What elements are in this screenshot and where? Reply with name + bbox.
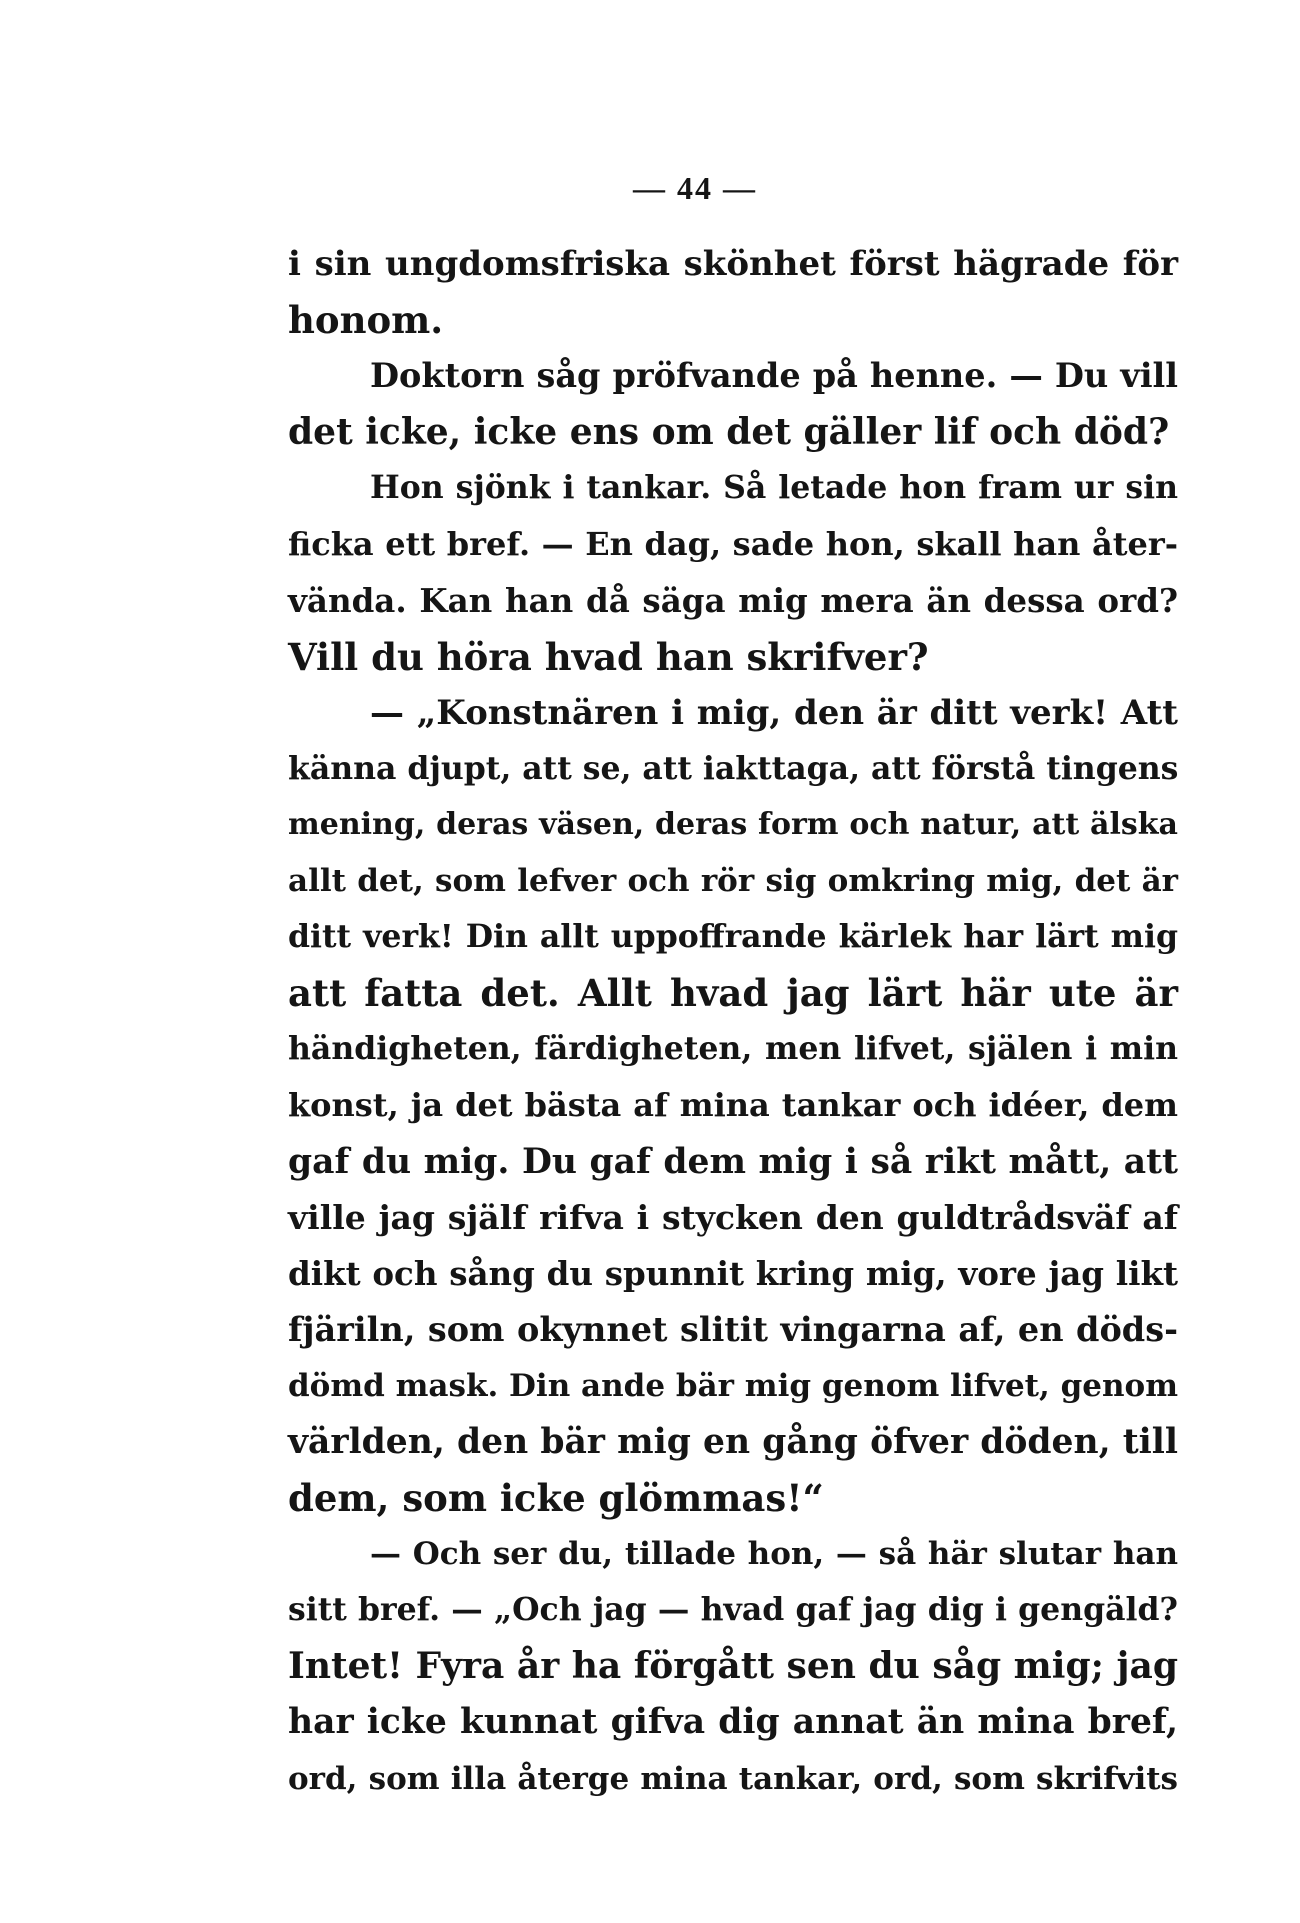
text-line: gaf du mig. Du gaf dem mig i så rikt mått, att xyxy=(288,1141,1178,1182)
text-line: Intet! Fyra år ha förgått sen du såg mig; jag xyxy=(288,1645,1178,1688)
text-line: Vill du höra hvad han skrifver? xyxy=(288,634,929,679)
text-line: ord, som illa återge mina tankar, ord, som skrifvits xyxy=(288,1760,1178,1797)
text-line: ville jag själf rifva i stycken den guldtrådsväf af xyxy=(288,1197,1178,1237)
text-line: dikt och sång du spunnit kring mig, vore jag likt xyxy=(288,1253,1178,1293)
body-text xyxy=(288,236,1178,1807)
text-line: dömd mask. Din ande bär mig genom lifvet, genom xyxy=(288,1367,1178,1404)
text-line: Doktorn såg pröfvande på henne. — Du vill xyxy=(370,356,1178,396)
text-line: har icke kunnat gifva dig annat än mina bref, xyxy=(288,1702,1178,1743)
text-line: sitt bref. — „Och jag — hvad gaf jag dig i gengäld? xyxy=(288,1591,1178,1629)
text-line: — Och ser du, tillade hon, — så här slutar han xyxy=(370,1536,1178,1573)
page-number: — 44 — xyxy=(633,170,757,206)
text-line: att fatta det. Allt hvad jag lärt här ute är xyxy=(288,971,1178,1016)
text-line: dem, som icke glömmas!“ xyxy=(288,1476,824,1521)
text-line: — „Konstnären i mig, den är ditt verk! Att xyxy=(370,692,1178,733)
text-line: honom. xyxy=(288,298,444,343)
text-line: händigheten, färdigheten, men lifvet, själen i min xyxy=(288,1030,1178,1068)
text-line: fjäriln, som okynnet slitit vingarna af, en döds- xyxy=(288,1309,1178,1349)
text-line: i sin ungdomsfriska skönhet först hägrade för xyxy=(288,244,1178,284)
text-line: allt det, som lefver och rör sig omkring mig, det är xyxy=(288,863,1178,900)
text-line: vända. Kan han då säga mig mera än dessa ord? xyxy=(288,580,1178,620)
text-line: känna djupt, att se, att iakttaga, att förstå tingens xyxy=(288,749,1179,787)
text-line: det icke, icke ens om det gäller lif och död? xyxy=(288,411,1170,454)
text-line: Hon sjönk i tankar. Så letade hon fram ur sin xyxy=(370,469,1178,507)
text-line: konst, ja det bästa af mina tankar och idéer, dem xyxy=(288,1086,1178,1125)
text-line: ditt verk! Din allt uppoffrande kärlek har lärt mig xyxy=(288,918,1178,956)
text-line: mening, deras väsen, deras form och natur, att älska xyxy=(288,806,1178,842)
text-line: världen, den bär mig en gång öfver döden, till xyxy=(288,1421,1178,1462)
text-line: ficka ett bref. — En dag, sade hon, skall han åter- xyxy=(288,525,1178,564)
